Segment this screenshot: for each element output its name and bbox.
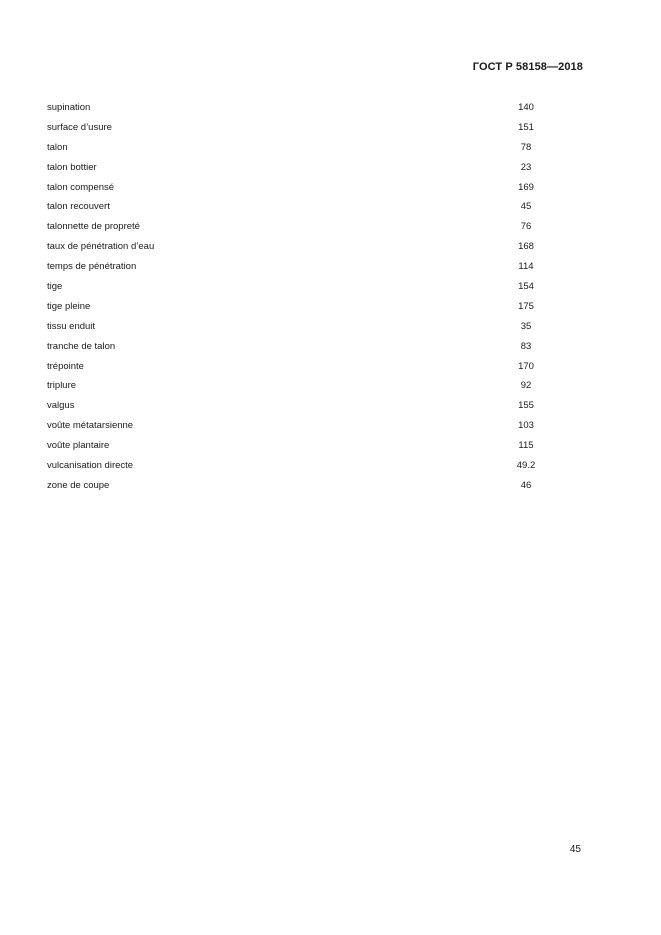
index-term: tissu enduit: [47, 320, 96, 332]
index-term: talon bottier: [47, 161, 97, 173]
index-term: valgus: [47, 400, 75, 412]
index-entry: [47, 197, 543, 217]
index-page-ref: 115: [518, 440, 534, 452]
index-page-ref: 83: [520, 340, 532, 352]
index-term: talon: [47, 141, 68, 153]
index-page-ref: 103: [518, 420, 534, 432]
index-entry: [47, 237, 543, 257]
index-page-ref: 169: [518, 181, 534, 193]
index-entry: [47, 98, 543, 118]
index-term: talonnette de propreté: [47, 221, 140, 233]
index-page-ref: 46: [520, 479, 532, 491]
index-entry: [47, 317, 543, 337]
index-page-ref: 170: [518, 360, 534, 372]
document-code: ГОСТ Р 58158—2018: [472, 61, 583, 73]
index-term: talon compensé: [47, 181, 115, 193]
index-entry: [47, 118, 543, 138]
index-page-ref: 140: [518, 101, 534, 113]
index-term: taux de pénétration d’eau: [47, 241, 155, 253]
index-entry: [47, 337, 543, 357]
index-page-ref: 35: [520, 320, 532, 332]
index-page-ref: 155: [518, 400, 534, 412]
index-entry: [47, 476, 543, 496]
index-term: supination: [47, 101, 91, 113]
alphabetical-index: [47, 98, 543, 496]
index-entry: [47, 416, 543, 436]
index-term: voûte plantaire: [47, 440, 110, 452]
index-entry: [47, 376, 543, 396]
index-page-ref: 76: [520, 221, 532, 233]
index-term: trépointe: [47, 360, 84, 372]
index-entry: [47, 297, 543, 317]
index-page-ref: 175: [518, 300, 534, 312]
index-term: tige pleine: [47, 300, 91, 312]
index-term: voûte métatarsienne: [47, 420, 134, 432]
index-page-ref: 151: [518, 121, 534, 133]
index-page-ref: 78: [520, 141, 532, 153]
index-page-ref: 49.2: [516, 459, 536, 471]
page-number: 45: [569, 844, 581, 855]
index-entry: [47, 456, 543, 476]
index-entry: [47, 138, 543, 158]
index-page-ref: 45: [520, 201, 532, 213]
index-entry: [47, 158, 543, 178]
index-term: triplure: [47, 380, 77, 392]
index-term: surface d’usure: [47, 121, 112, 133]
index-entry: [47, 436, 543, 456]
index-page-ref: 23: [520, 161, 532, 173]
index-entry: [47, 217, 543, 237]
index-term: tranche de talon: [47, 340, 116, 352]
index-page-ref: 114: [518, 261, 534, 273]
index-entry: [47, 396, 543, 416]
index-page-ref: 168: [518, 241, 534, 253]
index-page-ref: 154: [518, 280, 534, 292]
index-entry: [47, 277, 543, 297]
index-term: temps de pénétration: [47, 261, 137, 273]
index-term: zone de coupe: [47, 479, 110, 491]
index-term: tige: [47, 280, 63, 292]
index-term: vulcanisation directe: [47, 459, 134, 471]
index-entry: [47, 357, 543, 377]
index-page-ref: 92: [520, 380, 532, 392]
index-entry: [47, 257, 543, 277]
index-term: talon recouvert: [47, 201, 110, 213]
index-entry: [47, 178, 543, 198]
